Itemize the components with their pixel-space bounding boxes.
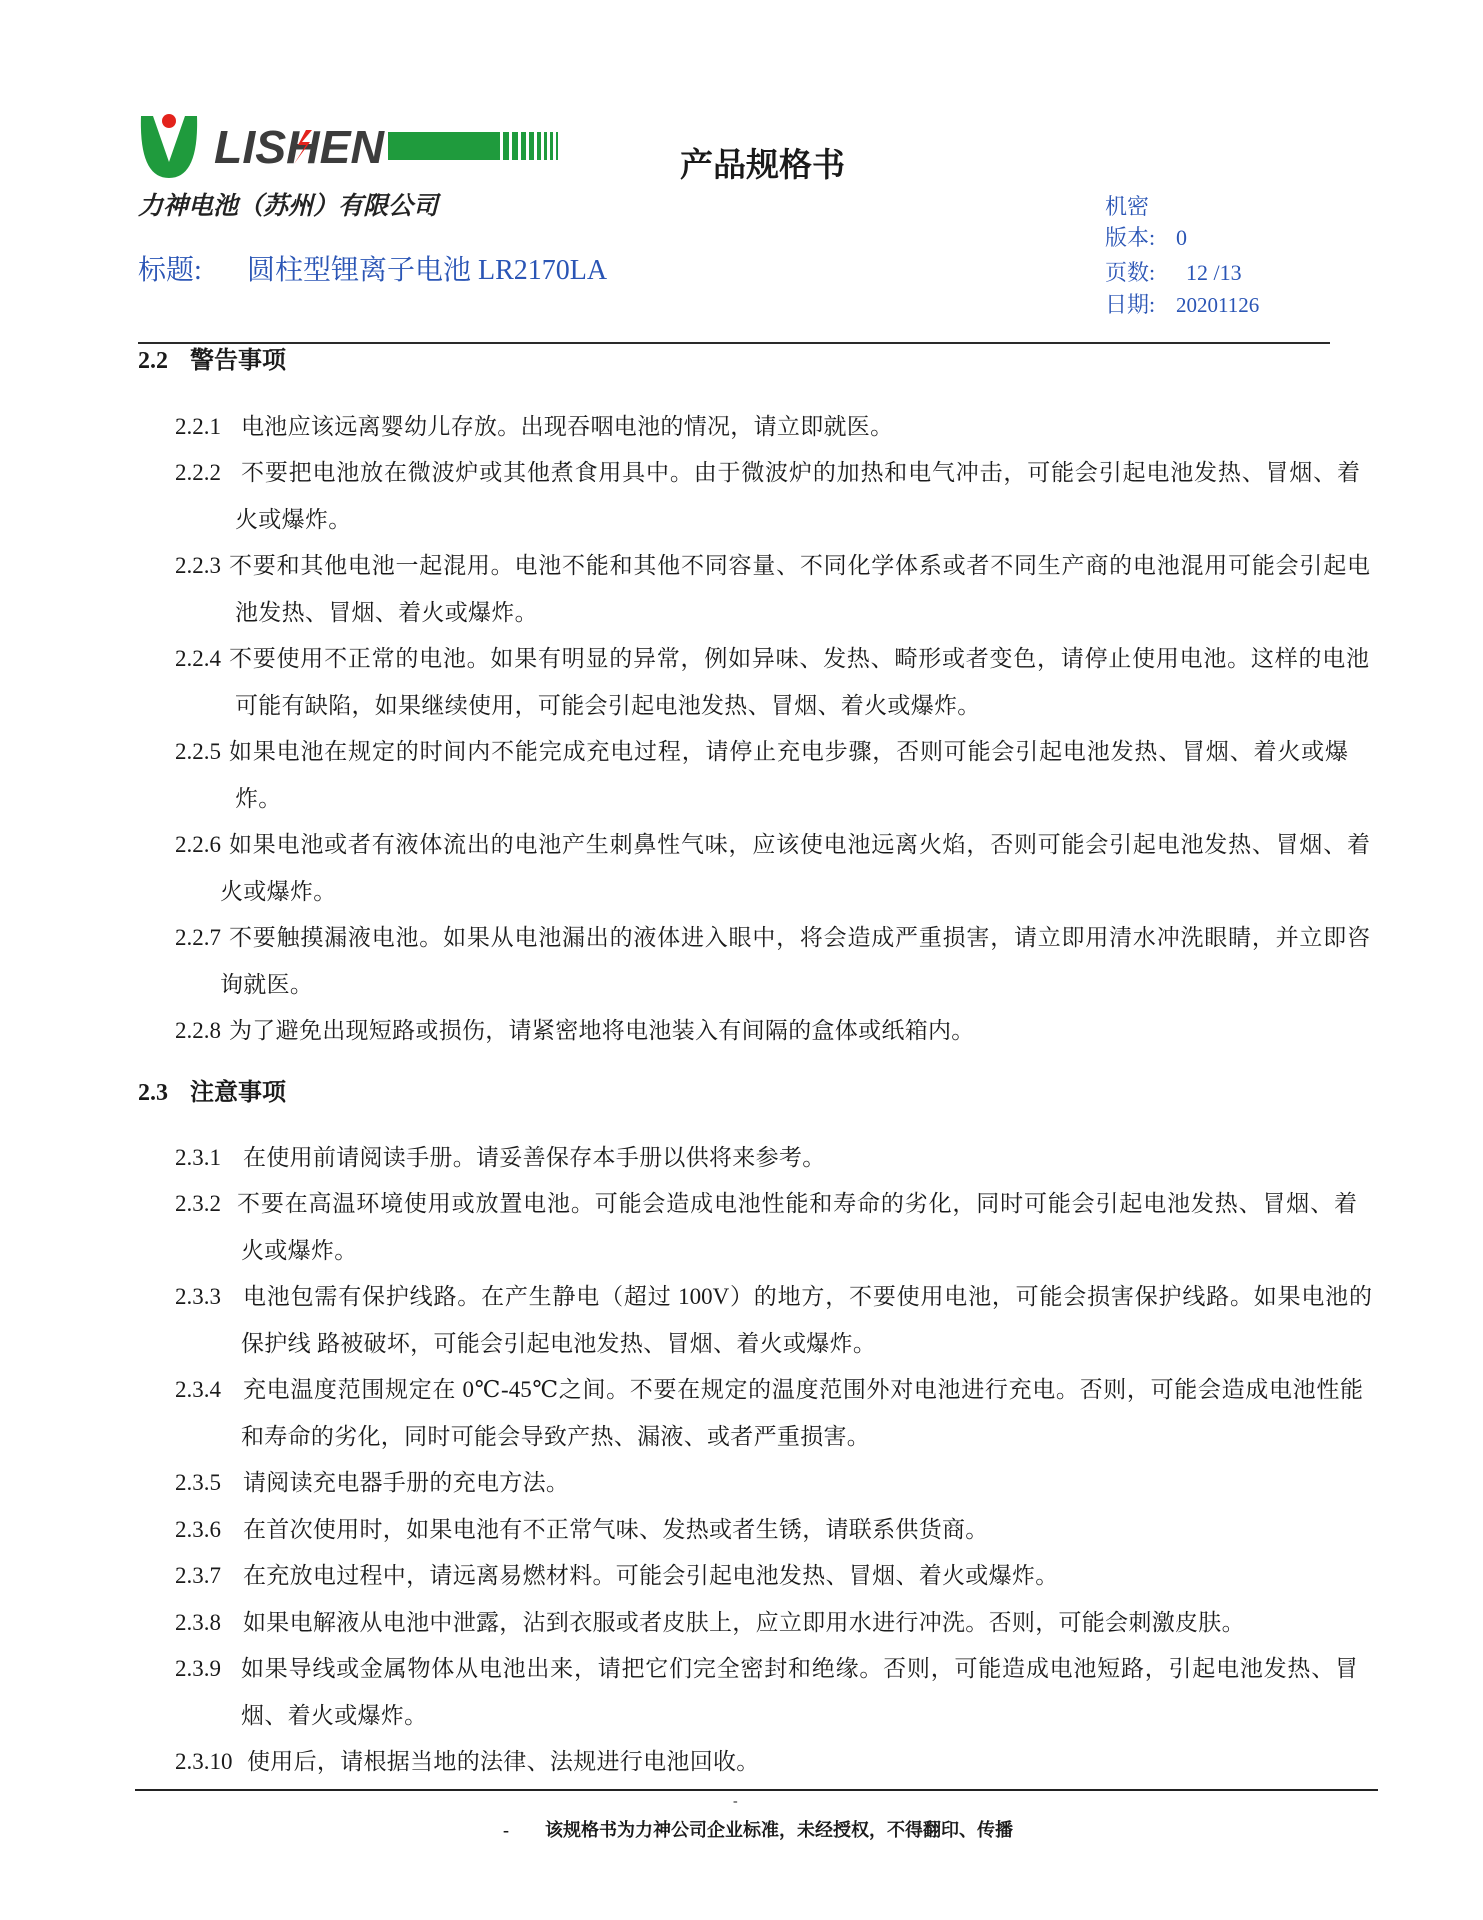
caution-item bbox=[0, 1135, 1483, 1182]
warning-item bbox=[0, 915, 1483, 1008]
item-line bbox=[0, 1008, 1483, 1055]
item-line bbox=[0, 1507, 1483, 1554]
item-text: 火或爆炸。 bbox=[220, 878, 337, 904]
item-text: 火或爆炸。 bbox=[241, 1237, 358, 1263]
item-number: 2.3.4 bbox=[175, 1377, 221, 1403]
item-number: 2.2.3 bbox=[175, 553, 221, 579]
warning-item bbox=[0, 404, 1483, 451]
item-number: 2.3.2 bbox=[175, 1191, 221, 1217]
caution-item bbox=[0, 1367, 1483, 1460]
version-label: 版本: bbox=[1105, 225, 1156, 250]
item-text: 池发热、冒烟、着火或爆炸。 bbox=[235, 599, 538, 625]
item-number: 2.3.9 bbox=[175, 1656, 221, 1682]
title-label: 标题: bbox=[138, 255, 202, 286]
item-line bbox=[0, 1553, 1483, 1600]
company-name: 力神电池（苏州）有限公司 bbox=[138, 193, 439, 220]
item-text: 电池应该远离婴幼儿存放。出现吞咽电池的情况，请立即就医。 bbox=[241, 413, 894, 439]
item-line bbox=[0, 1135, 1483, 1182]
item-text: 充电温度范围规定在 0℃-45℃之间。不要在规定的温度范围外对电池进行充电。否则，可能会造成电池性能 bbox=[243, 1377, 1363, 1403]
item-text: 如果电池或者有液体流出的电池产生刺鼻性气味，应该使电池远离火焰，否则可能会引起电池发热、冒烟、着 bbox=[229, 832, 1370, 858]
item-text: 为了避免出现短路或损伤，请紧密地将电池装入有间隔的盒体或纸箱内。 bbox=[229, 1018, 975, 1044]
item-number: 2.2.2 bbox=[175, 460, 221, 486]
item-text: 电池包需有保护线路。在产生静电（超过 100V）的地方，不要使用电池，可能会损害保护线路。如果电池的 bbox=[243, 1284, 1372, 1310]
footer-notice: 该规格书为力神公司企业标准，未经授权，不得翻印、传播 bbox=[545, 1820, 1013, 1840]
item-number: 2.2.6 bbox=[175, 832, 221, 858]
section-number: 2.2 bbox=[138, 348, 168, 374]
warning-item bbox=[0, 450, 1483, 543]
item-text: 在首次使用时，如果电池有不正常气味、发热或者生锈，请联系供货商。 bbox=[243, 1516, 989, 1542]
item-line bbox=[0, 1274, 1483, 1321]
item-line bbox=[0, 636, 1483, 683]
item-text: 不要把电池放在微波炉或其他煮食用具中。由于微波炉的加热和电气冲击，可能会引起电池发热、冒烟、着 bbox=[241, 460, 1360, 486]
item-text: 使用后，请根据当地的法律、法规进行电池回收。 bbox=[247, 1749, 760, 1775]
item-text: 请阅读充电器手册的充电方法。 bbox=[243, 1470, 570, 1496]
item-line bbox=[0, 683, 1483, 730]
item-text: 不要在高温环境使用或放置电池。可能会造成电池性能和寿命的劣化，同时可能会引起电池发热、冒烟、着 bbox=[237, 1191, 1357, 1217]
item-text: 炸。 bbox=[235, 785, 282, 811]
pages-label: 页数: bbox=[1105, 260, 1156, 285]
item-line bbox=[0, 1367, 1483, 1414]
item-line bbox=[0, 1460, 1483, 1507]
classification: 机密 bbox=[1105, 194, 1150, 219]
item-line bbox=[0, 497, 1483, 544]
item-line bbox=[0, 1321, 1483, 1368]
warning-item bbox=[0, 822, 1483, 915]
item-number: 2.3.3 bbox=[175, 1284, 221, 1310]
item-number: 2.2.1 bbox=[175, 413, 221, 439]
title-value: 圆柱型锂离子电池 LR2170LA bbox=[247, 255, 608, 286]
item-number: 2.3.7 bbox=[175, 1563, 221, 1589]
warning-item bbox=[0, 636, 1483, 729]
warning-item bbox=[0, 729, 1483, 822]
item-line bbox=[0, 1414, 1483, 1461]
item-number: 2.3.5 bbox=[175, 1470, 221, 1496]
section-heading-cautions bbox=[0, 1079, 1483, 1107]
caution-list bbox=[0, 1135, 1483, 1786]
item-line bbox=[0, 915, 1483, 962]
footer-divider bbox=[135, 1789, 1378, 1791]
warning-list bbox=[0, 404, 1483, 1055]
item-line bbox=[0, 404, 1483, 451]
section-heading-warnings bbox=[0, 347, 1483, 375]
item-text: 不要触摸漏液电池。如果从电池漏出的液体进入眼中，将会造成严重损害，请立即用清水冲洗眼睛，并立即咨 bbox=[229, 925, 1370, 951]
warning-item bbox=[0, 1008, 1483, 1055]
item-number: 2.3.6 bbox=[175, 1516, 221, 1542]
version-value: 0 bbox=[1176, 225, 1187, 250]
item-text: 保护线 路被破坏，可能会引起电池发热、冒烟、着火或爆炸。 bbox=[241, 1330, 877, 1356]
caution-item bbox=[0, 1274, 1483, 1367]
logo-stripes bbox=[503, 132, 558, 160]
item-text: 如果电池在规定的时间内不能完成充电过程，请停止充电步骤，否则可能会引起电池发热、冒烟、着火或爆 bbox=[229, 739, 1348, 765]
item-line bbox=[0, 962, 1483, 1009]
pages-value: 12 /13 bbox=[1186, 260, 1242, 285]
item-number: 2.2.5 bbox=[175, 739, 221, 765]
header-divider bbox=[138, 342, 1330, 344]
caution-item bbox=[0, 1181, 1483, 1274]
page-mark: - bbox=[733, 1794, 738, 1809]
item-line bbox=[0, 1693, 1483, 1740]
item-number: 2.3.1 bbox=[175, 1144, 221, 1170]
item-line bbox=[0, 729, 1483, 776]
document-type-title: 产品规格书 bbox=[680, 148, 845, 184]
item-line bbox=[0, 869, 1483, 916]
item-number: 2.2.4 bbox=[175, 646, 221, 672]
caution-item bbox=[0, 1460, 1483, 1507]
date-label: 日期: bbox=[1105, 292, 1156, 317]
item-text: 不要和其他电池一起混用。电池不能和其他不同容量、不同化学体系或者不同生产商的电池混用可能会引起电 bbox=[229, 553, 1370, 579]
caution-item bbox=[0, 1646, 1483, 1739]
footer-dash: - bbox=[503, 1820, 509, 1840]
item-line bbox=[0, 1600, 1483, 1647]
caution-item bbox=[0, 1553, 1483, 1600]
section-title: 注意事项 bbox=[190, 1080, 286, 1106]
item-text: 可能有缺陷，如果继续使用，可能会引起电池发热、冒烟、着火或爆炸。 bbox=[235, 692, 981, 718]
item-line bbox=[0, 590, 1483, 637]
caution-item bbox=[0, 1739, 1483, 1786]
item-number: 2.2.8 bbox=[175, 1018, 221, 1044]
section-number: 2.3 bbox=[138, 1080, 168, 1106]
warning-item bbox=[0, 543, 1483, 636]
item-line bbox=[0, 450, 1483, 497]
item-number: 2.3.8 bbox=[175, 1609, 221, 1635]
item-line bbox=[0, 1646, 1483, 1693]
item-line bbox=[0, 822, 1483, 869]
logo-emblem-icon bbox=[141, 114, 197, 178]
item-text: 烟、着火或爆炸。 bbox=[241, 1702, 428, 1728]
logo-bar bbox=[388, 132, 500, 160]
item-line bbox=[0, 1739, 1483, 1786]
company-logo bbox=[138, 108, 568, 182]
item-line bbox=[0, 776, 1483, 823]
item-line bbox=[0, 543, 1483, 590]
item-text: 在使用前请阅读手册。请妥善保存本手册以供将来参考。 bbox=[243, 1144, 826, 1170]
logo-wordmark: LISHEN bbox=[214, 121, 385, 173]
item-line bbox=[0, 1228, 1483, 1275]
item-number: 2.2.7 bbox=[175, 925, 221, 951]
item-text: 询就医。 bbox=[220, 971, 314, 997]
section-title: 警告事项 bbox=[190, 348, 286, 374]
item-text: 和寿命的劣化，同时可能会导致产热、漏液、或者严重损害。 bbox=[241, 1423, 871, 1449]
item-text: 如果电解液从电池中泄露，沾到衣服或者皮肤上，应立即用水进行冲洗。否则，可能会刺激皮肤。 bbox=[243, 1609, 1245, 1635]
item-number: 2.3.10 bbox=[175, 1749, 233, 1775]
item-line bbox=[0, 1181, 1483, 1228]
item-text: 不要使用不正常的电池。如果有明显的异常，例如异味、发热、畸形或者变色，请停止使用电池。这样的电池 bbox=[229, 646, 1369, 672]
item-text: 如果导线或金属物体从电池出来，请把它们完全密封和绝缘。否则，可能造成电池短路，引起电池发热、冒 bbox=[241, 1656, 1358, 1682]
caution-item bbox=[0, 1507, 1483, 1554]
item-text: 火或爆炸。 bbox=[235, 506, 352, 532]
date-value: 20201126 bbox=[1176, 293, 1260, 317]
item-text: 在充放电过程中，请远离易燃材料。可能会引起电池发热、冒烟、着火或爆炸。 bbox=[243, 1563, 1059, 1589]
caution-item bbox=[0, 1600, 1483, 1647]
